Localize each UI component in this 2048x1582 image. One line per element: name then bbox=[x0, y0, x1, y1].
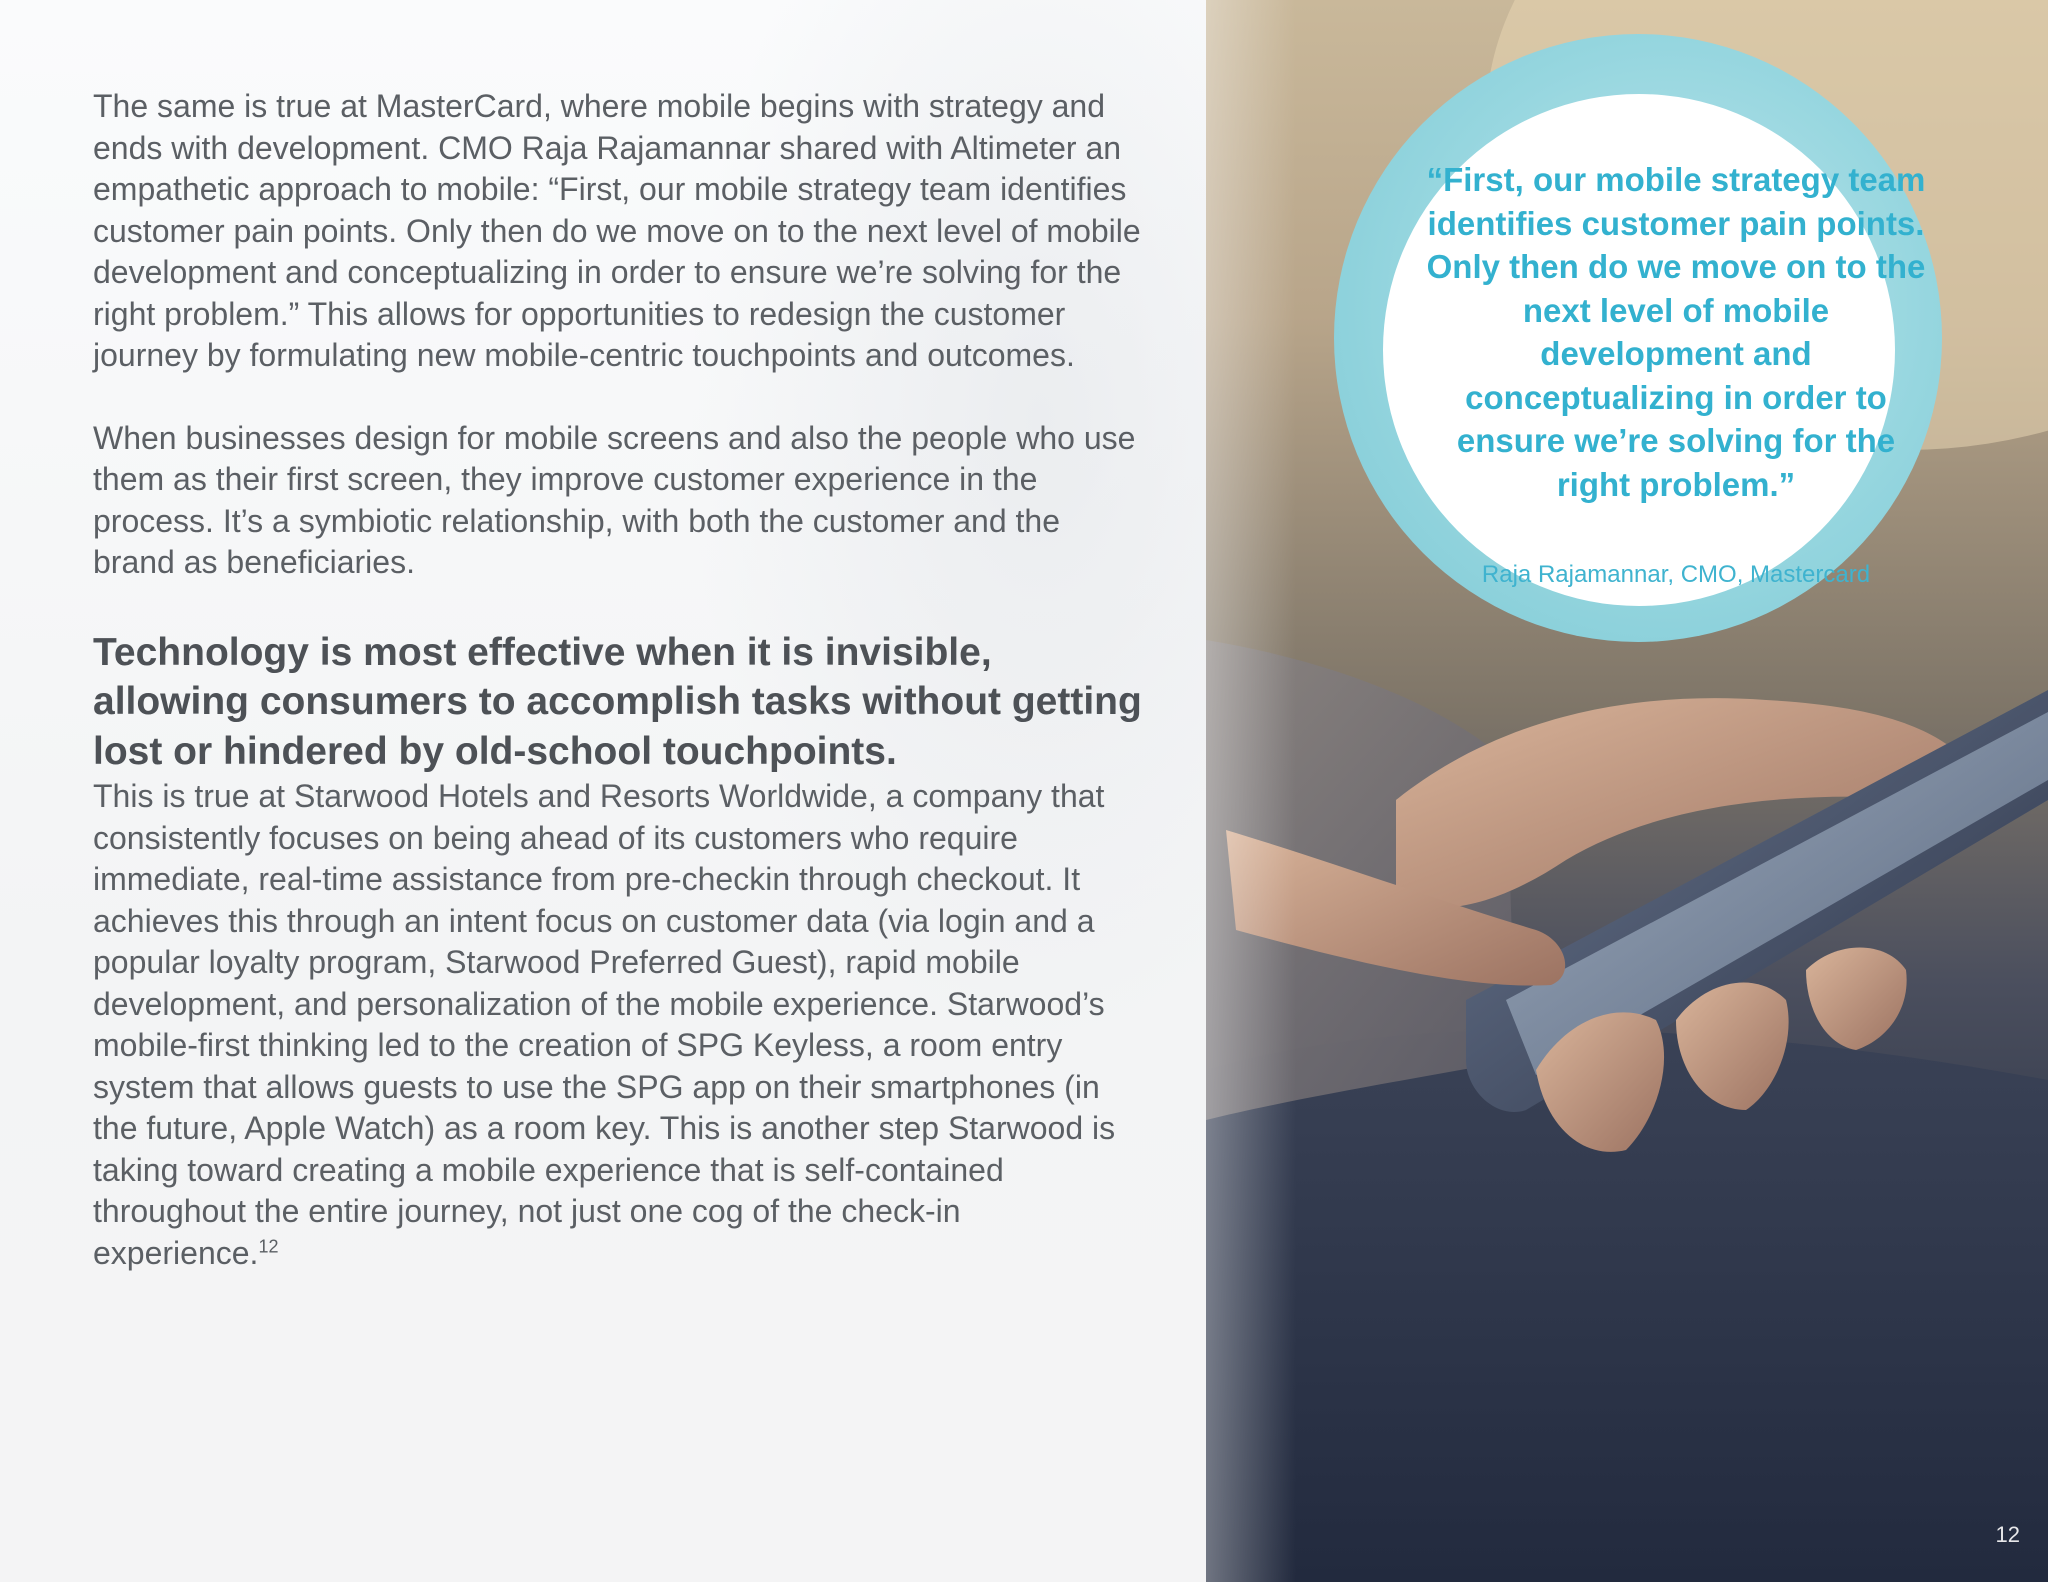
pull-quote-text: “First, our mobile strategy team identifies customer pain points. Only then do we move on to the next level of mobile development and conceptualizing in order to ensure we’re solving for the right problem.” bbox=[1426, 161, 1926, 503]
pull-quote-attribution: Raja Rajamannar, CMO, Mastercard bbox=[1481, 561, 1871, 588]
paragraph-starwood-text: This is true at Starwood Hotels and Resorts Worldwide, a company that consistently focuses on being ahead of its customers who require immediate, real-time assistance from pre-checkin through checkout. It achieves this through an intent focus on customer data (via login and a popular loyalty program, Starwood Preferred Guest), rapid mobile development, and personalization of the mobile experience. Starwood’s mobile-first thinking led to the creation of SPG Keyless, a room entry system that allows guests to use the SPG app on their smartphones (in the future, Apple Watch) as a room key. This is another step Starwood is taking toward creating a mobile experience that is self-contained throughout the entire journey, not just one cog of the check-in experience. bbox=[93, 778, 1116, 1271]
section-heading: Technology is most effective when it is invisible, allowing consumers to accomplish tasks without getting lost or hindered by old-school touchpoints. bbox=[93, 630, 1142, 773]
body-column bbox=[93, 86, 1143, 1274]
paragraph-design-for-mobile: When businesses design for mobile screens and also the people who use them as their first screen, they improve customer experience in the process. It’s a symbiotic relationship, with both the customer and the brand as beneficiaries. bbox=[93, 419, 1136, 580]
footnote-reference: 12 bbox=[258, 1235, 279, 1256]
paragraph-starwood bbox=[93, 776, 1143, 1274]
paragraph-mastercard: The same is true at MasterCard, where mobile begins with strategy and ends with development. CMO Raja Rajamannar shared with Altimeter an empathetic approach to mobile: “First, our mobile strategy team identifies customer pain points. Only then do we move on to the next level of mobile development and conceptualizing in order to ensure we’re solving for the right problem.” This allows for opportunities to redesign the customer journey by formulating new mobile-centric touchpoints and outcomes. bbox=[93, 88, 1141, 373]
page-number: 12 bbox=[1995, 1522, 2020, 1547]
